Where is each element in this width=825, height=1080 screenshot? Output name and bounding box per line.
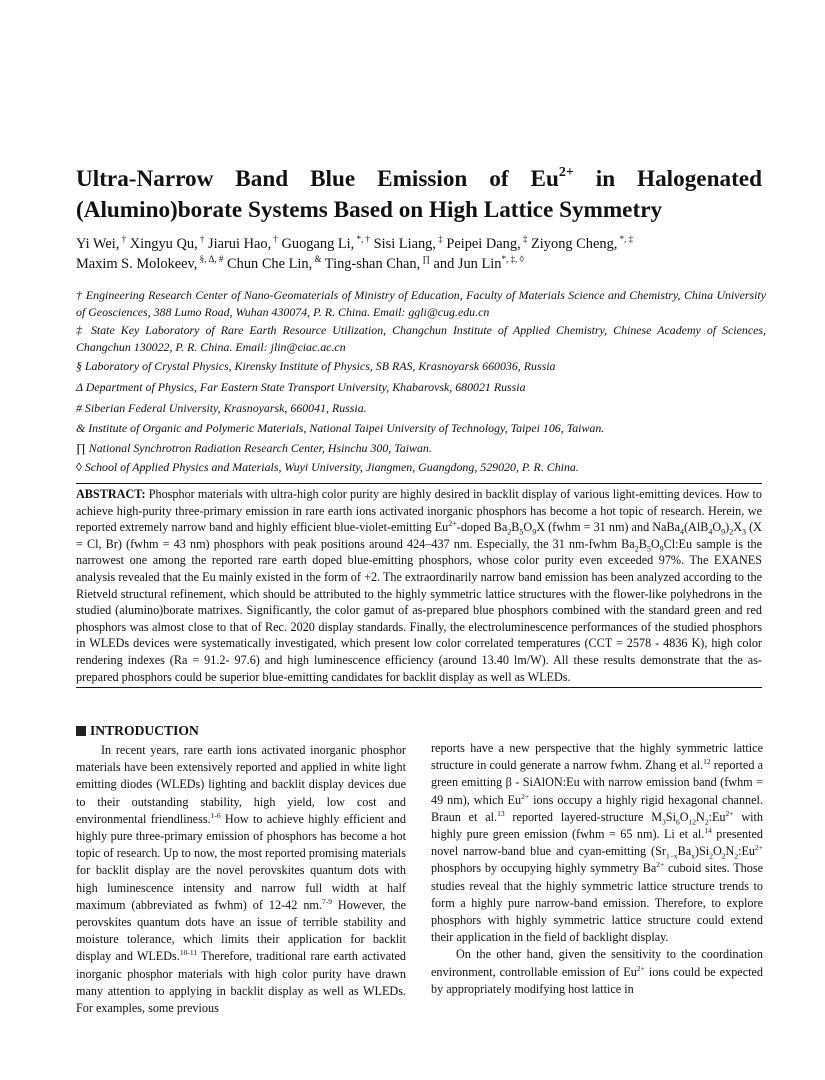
- affiliation-8: ◊ School of Applied Physics and Materials, Wuyi University, Jiangmen, Guangdong, 529020, P. R. China.: [76, 460, 579, 474]
- intro-paragraph-2: On the other hand, given the sensitivity to the coordination environment, controllable emission of $Eu^{2+}$ ions could be expected by appropriately modifying host lattice in: [431, 947, 763, 996]
- intro-paragraph-1: In recent years, rare earth ions activated inorganic phosphor materials have been extensively reported and applied in white light emitting diodes (WLEDs) lighting and backlit display devices due to their outstanding stability, high yield, low cost and environmental friendliness.$^{1-6}$ How to achieve highly efficient and highly pure three-primary emission of phosphors has become a hot topic of research. Up to now, the most reported promising materials for backlit display are the novel perovskites quantum dots with high luminescence intensity and narrow full width at half maximum (abbreviated as fwhm) of 12-42 nm.$^{7-9}$ However, the perovskites quantum dots have an issue of terrible stability and moisture tolerance, which limits their application for backlit display and WLEDs.$^{10-11}$ Therefore, traditional rare earth activated inorganic phosphor materials with high color purity have drawn many attention to applying in backlit display as well as WLEDs. For examples, some previous: [76, 743, 406, 1016]
- affiliation-4: Δ Department of Physics, Far Eastern State Transport University, Khabarovsk, 680021 Russia: [76, 380, 526, 394]
- affiliation-7: ∏ National Synchrotron Radiation Research Center, Hsinchu 300, Taiwan.: [76, 441, 432, 455]
- affiliation-3: § Laboratory of Crystal Physics, Kirensky Institute of Physics, SB RAS, Krasnoyarsk 660036, Russia: [76, 359, 556, 373]
- section-heading-introduction: INTRODUCTION: [76, 723, 199, 739]
- right-column: [431, 740, 763, 998]
- left-column: [76, 742, 406, 1017]
- abstract: ABSTRACT: Phosphor materials with ultra-high color purity are highly desired in backlit display of various light-emitting devices. How to achieve high-purity three-primary emission in rare earth ions activated inorganic phosphors has become a hot topic of research. Herein, we reported extremely narrow band and highly efficient blue-violet-emitting $Eu^{2+}$-doped $Ba_2B_5O_9X$ (fwhm = 31 nm) and $NaBa_4(AlB_4O_9)_2X_3$ (X = Cl, Br) (fwhm = 43 nm) phosphors with peak positions around 424–437 nm. Especially, the 31 nm-fwhm $Ba_2B_5O_9Cl:Eu$ sample is the narrowest one among the reported rare earth doped blue-emitting phosphors, whose color purity even exceeded 97%. The EXANES analysis revealed that the Eu mainly existed in the form of +2. The extraordinarily narrow band emission has been analyzed according to the Rietveld structural refinement, which should be attributed to the highly symmetric lattice structures with the flower-like polyhedrons in the studied (alumino)borate matrixes. Significantly, the color gamut of as-prepared blue phosphors combined with the standard green and red phosphors was almost close to that of Rec. 2020 display standards. Finally, the electroluminescence performances of the studied phosphors in WLEDs devices were systematically investigated, which present low color correlated temperatures (CCT = 2578 - 4836 K), high color rendering indexes (Ra = 91.2- 97.6) and high luminescence efficiency (around 13.40 lm/W). All these results demonstrate that the as-prepared phosphors could be superior blue-emitting candidates for backlit display as well as WLEDs.: [76, 483, 762, 688]
- abstract-label: ABSTRACT:: [76, 487, 146, 501]
- affiliation-5: # Siberian Federal University, Krasnoyarsk, 660041, Russia.: [76, 401, 367, 415]
- intro-paragraph-1-cont: reports have a new perspective that the highly symmetric lattice structure in could generate a narrow fwhm. Zhang et al.$^{12}$ reported a green emitting β - SiAlON:Eu with narrow emission band (fwhm = 49 nm), which $Eu^{2+}$ ions occupy a highly rigid hexagonal channel. Braun et al.$^{13}$ reported layered-structure $M_3Si_6O_{12}N_2:Eu^{2+}$ with highly pure green emission (fwhm = 65 nm). Li et al.$^{14}$ presented novel narrow-band blue and cyan-emitting $(Sr_{1-x}Ba_x)Si_2O_2N_2:Eu^{2+}$ phosphors by occupying highly symmetry $Ba^{2+}$ cuboid sites. Those studies reveal that the highly symmetric lattice structure trends to form a highly pure narrow-band emission. Therefore, to explore phosphors with highly symmetric lattice structure could extend their application in the field of backlight display.: [431, 741, 764, 945]
- affiliation-6: & Institute of Organic and Polymeric Materials, National Taipei University of Technology, Taipei 106, Taiwan.: [76, 421, 605, 435]
- affiliation-1: † Engineering Research Center of Nano-Geomaterials of Ministry of Education, Faculty of Materials Science and Chemistry, China University of Geosciences, 388 Lumo Road, Wuhan 430074, P. R. China. Email: ggli@cug.edu.cn: [76, 288, 766, 319]
- paper-title: Ultra-Narrow Band Blue Emission of $Eu^{2+}$ in Halogenated (Alumino)borate Systems Based on High Lattice Symmetry: [76, 165, 762, 223]
- affiliation-2: ‡ State Key Laboratory of Rare Earth Resource Utilization, Changchun Institute of Applied Chemistry, Chinese Academy of Sciences, Changchun 130022, P. R. China. Email: jlin@ciac.ac.cn: [76, 323, 766, 354]
- author-list: Yi Wei, † Xingyu Qu, † Jiarui Hao, † Guogang Li, *, † Sisi Liang, ‡ Peipei Dang, ‡ Ziyong Cheng, *, ‡ Maxim S. Molokeev, $^{\S, \Delta, \#}$ Chun Che Lin, & Ting-shan Chan, ∏ and Jun Lin*, ‡, ◊: [76, 234, 634, 272]
- section-square-icon: [76, 726, 86, 736]
